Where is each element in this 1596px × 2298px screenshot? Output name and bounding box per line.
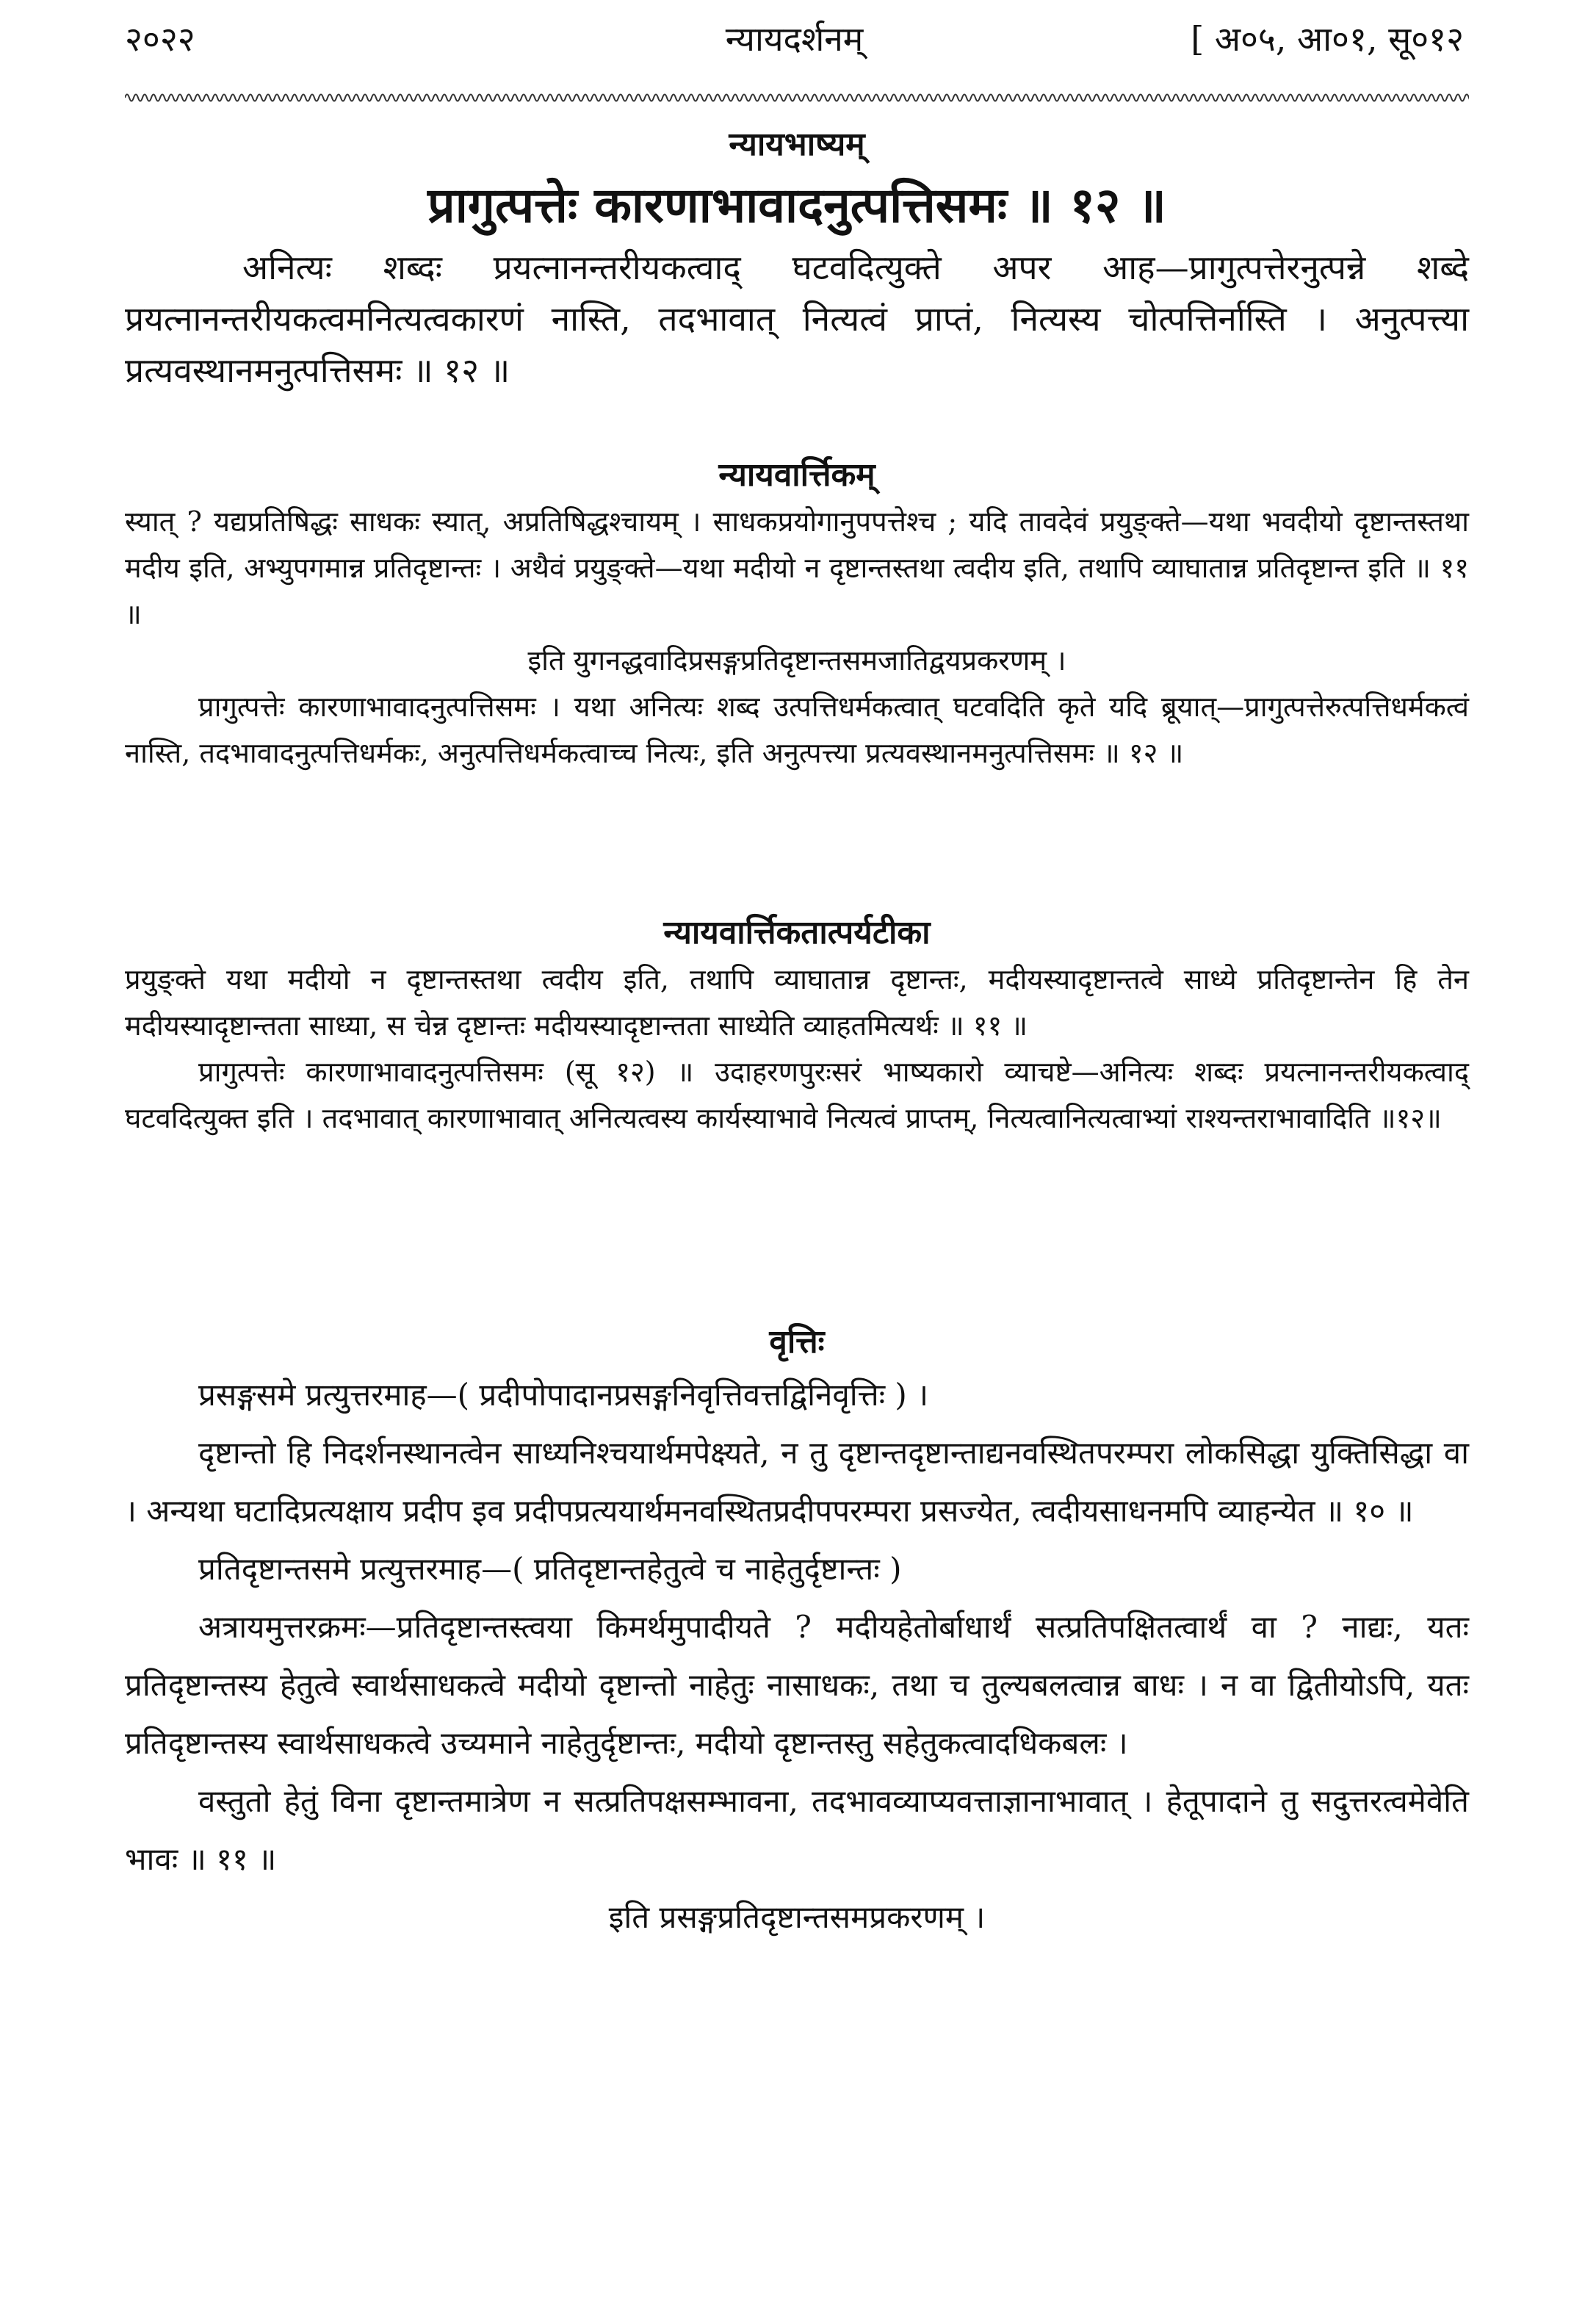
sutra-title: प्रागुत्पत्तेः कारणाभावादनुत्पत्तिसमः ॥ १२ ॥ <box>427 176 1166 234</box>
bhashya-heading: न्यायभाष्यम् <box>729 126 865 163</box>
tika-paragraph-2: प्रागुत्पत्तेः कारणाभावादनुत्पत्तिसमः (सू १२) ॥ उदाहरणपुरःसरं भाष्यकारो व्याचष्टे—अनित्यः शब्दः प्रयत्नानन्तरीयकत्वाद् घटवदित्युक्त इति । तदभावात् कारणाभावात् अनित्यत्वस्य कार्यस्याभावे नित्यत्वं प्राप्तम्, नित्यत्वानित्यत्वाभ्यां राश्यन्तराभावादिति ॥१२॥ <box>125 1056 1469 1134</box>
varttika-colophon: इति युगनद्धवादिप्रसङ्गप्रतिदृष्टान्तसमजातिद्वयप्रकरणम् । <box>527 644 1066 677</box>
wavy-rule-divider <box>125 87 1469 109</box>
book-title: न्यायदर्शनम् <box>725 19 864 59</box>
vritti-section <box>125 1319 1469 1946</box>
bhashya-section <box>125 121 1469 396</box>
vritti-paragraph-5: वस्तुतो हेतुं विना दृष्टान्तमात्रेण न सत्प्रतिपक्षसम्भावना, तदभावव्याप्यवत्ताज्ञानाभावात् । हेतूपादाने तु सदुत्तरत्वमेवेति भावः ॥ ११ ॥ <box>125 1783 1469 1877</box>
vritti-paragraph-1: प्रसङ्गसमे प्रत्युत्तरमाह—( प्रदीपोपादानप्रसङ्गनिवृत्तिवत्तद्विनिवृत्तिः ) । <box>198 1377 929 1413</box>
bhashya-text: अनित्यः शब्दः प्रयत्नानन्तरीयकत्वाद् घटवदित्युक्ते अपर आह—प्रागुत्पत्तेरनुत्पन्ने शब्दे प्रयत्नानन्तरीयकत्वमनित्यत्वकारणं नास्ति, तदभावात् नित्यत्वं प्राप्तं, नित्यस्य चोत्पत्तिर्नास्ति । अनुत्पत्त्या प्रत्यवस्थानमनुत्पत्तिसमः ॥ १२ ॥ <box>125 248 1469 390</box>
vritti-colophon: इति प्रसङ्गप्रतिदृष्टान्तसमप्रकरणम् । <box>608 1899 986 1935</box>
tika-section <box>125 910 1469 1142</box>
varttika-paragraph-1: स्यात् ? यद्यप्रतिषिद्धः साधकः स्यात्, अप्रतिषिद्धश्चायम् । साधकप्रयोगानुपपत्तेश्च ; यदि तावदेवं प्रयुङ्क्ते—यथा भवदीयो दृष्टान्तस्तथा मदीय इति, अभ्युपगमान्न प्रतिदृष्टान्तः । अथैवं प्रयुङ्क्ते—यथा मदीयो न दृष्टान्तस्तथा त्वदीय इति, तथापि व्याघातान्न प्रतिदृष्टान्त इति ॥ ११ ॥ <box>125 505 1469 630</box>
varttika-heading: न्यायवार्त्तिकम् <box>718 456 875 494</box>
chapter-reference: [ अ०५, आ०१, सू०१२ <box>1191 19 1464 59</box>
running-head <box>125 13 1464 65</box>
vritti-heading: वृत्तिः <box>769 1323 825 1361</box>
varttika-paragraph-2: प्रागुत्पत्तेः कारणाभावादनुत्पत्तिसमः । यथा अनित्यः शब्द उत्पत्तिधर्मकत्वात् घटवदिति कृते यदि ब्रूयात्—प्रागुत्पत्तेरुत्पत्तिधर्मकत्वं नास्ति, तदभावादनुत्पत्तिधर्मकः, अनुत्पत्तिधर्मकत्वाच्च नित्यः, इति अनुत्पत्त्या प्रत्यवस्थानमनुत्पत्तिसमः ॥ १२ ॥ <box>125 691 1469 769</box>
page-number: २०२२ <box>125 19 195 59</box>
vritti-paragraph-3: प्रतिदृष्टान्तसमे प्रत्युत्तरमाह—( प्रतिदृष्टान्तहेतुत्वे च नाहेतुर्दृष्टान्तः ) <box>198 1551 902 1587</box>
tika-heading: न्यायवार्त्तिकतात्पर्यटीका <box>663 914 931 951</box>
tika-paragraph-1: प्रयुङ्क्ते यथा मदीयो न दृष्टान्तस्तथा त्वदीय इति, तथापि व्याघातान्न दृष्टान्तः, मदीयस्यादृष्टान्तत्वे साध्ये प्रतिदृष्टान्तेन हि तेन मदीयस्यादृष्टान्तता साध्या, स चेन्न दृष्टान्तः मदीयस्यादृष्टान्तता साध्येति व्याहतमित्यर्थः ॥ ११ ॥ <box>125 963 1469 1042</box>
vritti-paragraph-4: अत्रायमुत्तरक्रमः—प्रतिदृष्टान्तस्त्वया किमर्थमुपादीयते ? मदीयहेतोर्बाधार्थं सत्प्रतिपक्षितत्वार्थं वा ? नाद्यः, यतः प्रतिदृष्टान्तस्य हेतुत्वे स्वार्थसाधकत्वे मदीयो दृष्टान्तो नाहेतुः नासाधकः, तथा च तुल्यबलत्वान्न बाधः । न वा द्वितीयोऽपि, यतः प्रतिदृष्टान्तस्य स्वार्थसाधकत्वे उच्यमाने नाहेतुर्दृष्टान्तः, मदीयो दृष्टान्तस्तु सहेतुकत्वादधिकबलः । <box>125 1609 1469 1761</box>
varttika-section <box>125 452 1469 777</box>
vritti-paragraph-2: दृष्टान्तो हि निदर्शनस्थानत्वेन साध्यनिश्चयार्थमपेक्ष्यते, न तु दृष्टान्तदृष्टान्ताद्यनवस्थितपरम्परा लोकसिद्धा युक्तिसिद्धा वा । अन्यथा घटादिप्रत्यक्षाय प्रदीप इव प्रदीपप्रत्ययार्थमनवस्थितप्रदीपपरम्परा प्रसज्येत, त्वदीयसाधनमपि व्याहन्येत ॥ १० ॥ <box>125 1435 1469 1529</box>
